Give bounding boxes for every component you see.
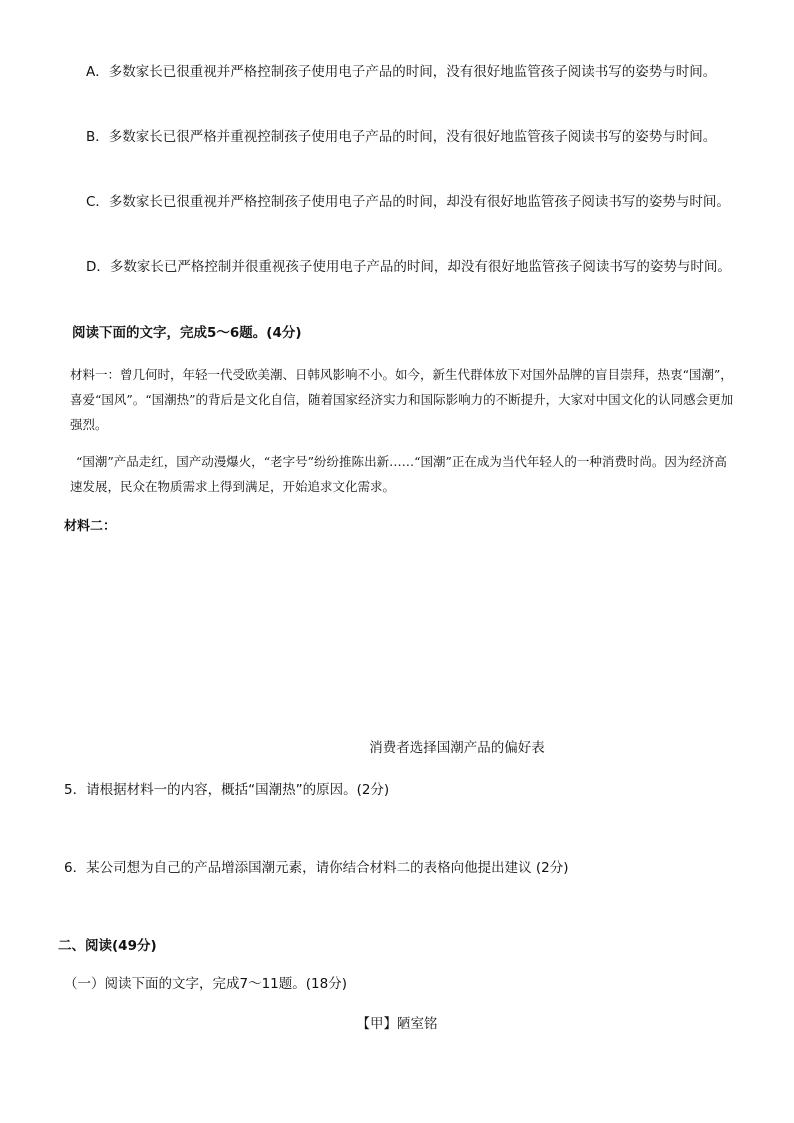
option-c: C．多数家长已很重视并严格控制孩子使用电子产品的时间，却没有很好地监管孩子阅读书写的姿势与时间。 — [86, 194, 730, 210]
question-6: 6．某公司想为自己的产品增添国潮元素，请你结合材料二的表格向他提出建议 (2分) — [64, 860, 569, 876]
question-5: 5．请根据材料一的内容，概括“国潮热”的原因。(2分) — [64, 782, 390, 798]
table-caption: 消费者选择国潮产品的偏好表 — [369, 740, 545, 756]
material-one-paragraph-1: 材料一：曾几何时，年轻一代受欧美潮、日韩风影响不小。如今，新生代群体放下对国外品牌的盲目崇拜，热衷“国潮”，喜爱“国风”。“国潮热”的背后是文化自信，随着国家经济实力和国际影响力的不断提升，大家对中国文化的认同感会更加强烈。 — [70, 367, 734, 432]
section-heading: 二、阅读(49分) — [58, 938, 157, 954]
poem-title: 【甲】陋室铭 — [356, 1016, 438, 1032]
material-two-label: 材料二： — [64, 519, 117, 534]
material-one-paragraph-2: “国潮”产品走红，国产动漫爆火，“老字号”纷纷推陈出新……“国潮”正在成为当代年轻人的一种消费时尚。因为经济高速发展，民众在物质需求上得到满足，开始追求文化需求。 — [70, 454, 727, 494]
option-b: B．多数家长已很严格并重视控制孩子使用电子产品的时间，没有很好地监管孩子阅读书写的姿势与时间。 — [86, 129, 717, 145]
reading-instructions: 阅读下面的文字，完成5～6题。(4分) — [72, 325, 302, 341]
subsection-instructions: （一）阅读下面的文字，完成7～11题。(18分) — [64, 976, 347, 992]
option-a: A．多数家长已很重视并严格控制孩子使用电子产品的时间，没有很好地监管孩子阅读书写的姿势与时间。 — [86, 64, 717, 80]
option-d: D．多数家长已严格控制并很重视孩子使用电子产品的时间，却没有很好地监管孩子阅读书写的姿势与时间。 — [86, 259, 731, 275]
